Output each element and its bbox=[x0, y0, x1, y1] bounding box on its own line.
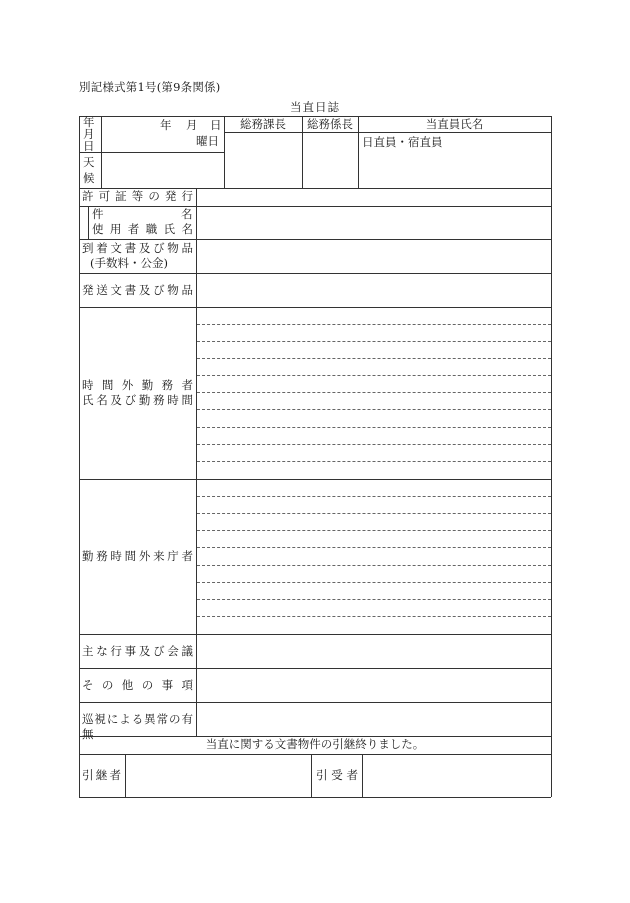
item-label-ken: 件 bbox=[92, 207, 104, 221]
handover-statement: 当直に関する文書物件の引継終りました。 bbox=[205, 737, 425, 751]
date-field-month: 月 bbox=[186, 118, 198, 132]
other-matters-label: その他の事項 bbox=[82, 678, 193, 692]
patrol-anomalies-label: 巡視による異常の有無 bbox=[82, 712, 193, 741]
date-label-day: 日 bbox=[83, 139, 95, 153]
handed-over-by-label: 引継者 bbox=[82, 768, 121, 782]
duty-staff-name-label: 当直員氏名 bbox=[425, 117, 484, 131]
item-label-mei: 名 bbox=[181, 207, 193, 221]
user-position-name-label: 使用者職氏名 bbox=[92, 222, 193, 236]
form-number: 別記様式第1号(第9条関係) bbox=[79, 80, 221, 94]
duty-staff-types: 日直員・宿直員 bbox=[362, 135, 443, 149]
arrived-documents-note: (手数料・公金) bbox=[90, 256, 168, 270]
date-field-year: 年 bbox=[160, 118, 172, 132]
date-label-year: 年 bbox=[83, 115, 95, 129]
weather-label-ten: 天 bbox=[83, 155, 95, 169]
after-hours-visitors-label: 勤務時間外来庁者 bbox=[82, 549, 193, 563]
sent-documents-label: 発送文書及び物品 bbox=[82, 283, 193, 297]
date-label-month: 月 bbox=[83, 127, 95, 141]
overtime-workers-label-line1: 時間外勤務者 bbox=[82, 378, 193, 392]
general-manager-label: 総務課長 bbox=[240, 117, 286, 131]
main-events-label: 主な行事及び会議 bbox=[82, 644, 193, 658]
date-field-day: 日 bbox=[210, 118, 222, 132]
received-by-label: 引受者 bbox=[316, 768, 358, 782]
weekday-label: 曜日 bbox=[196, 134, 219, 148]
section-chief-label: 総務係長 bbox=[307, 117, 353, 131]
permit-issuance-label: 許可証等の発行 bbox=[82, 189, 193, 203]
overtime-workers-label-line2: 氏名及び勤務時間 bbox=[82, 393, 193, 407]
arrived-documents-label: 到着文書及び物品 bbox=[82, 241, 193, 255]
weather-label-kou: 候 bbox=[83, 171, 95, 185]
document-title: 当直日誌 bbox=[290, 100, 340, 114]
